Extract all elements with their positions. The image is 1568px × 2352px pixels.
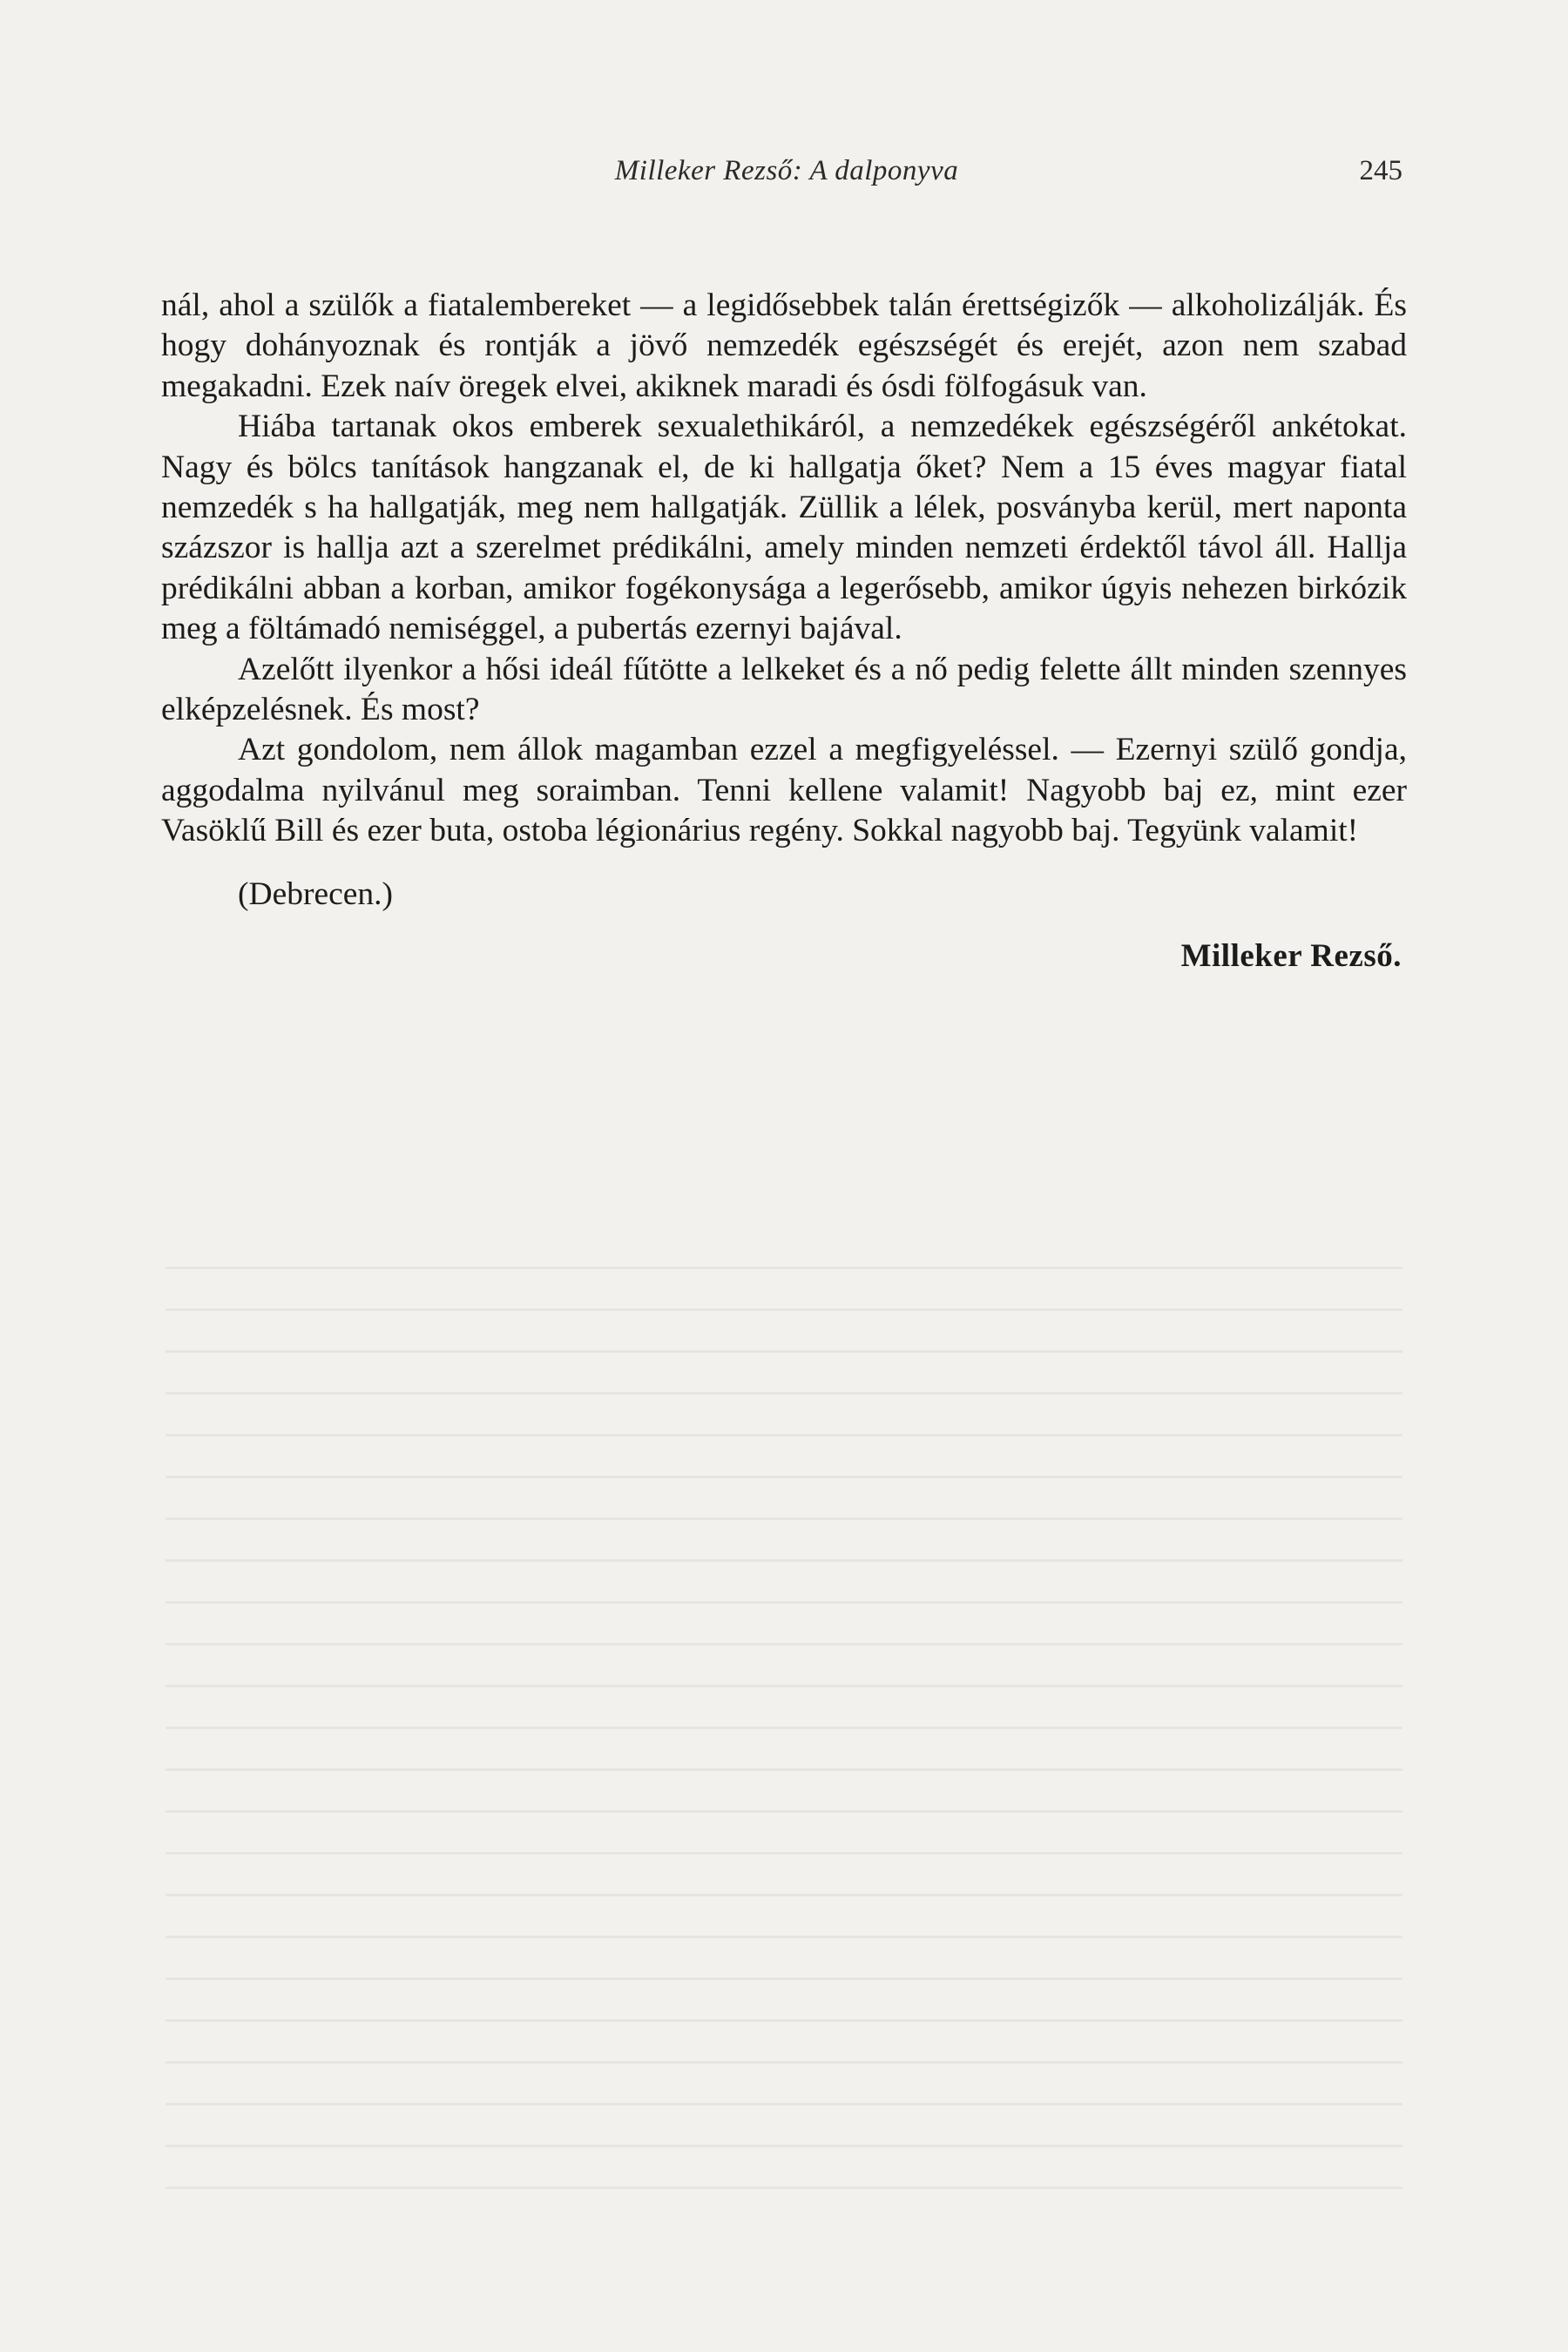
author-signature: Milleker Rezső. [1180,938,1402,975]
running-title: Milleker Rezső: A dalponyva [614,155,959,186]
article-body [161,286,1407,975]
place-note: (Debrecen.) [238,875,393,912]
paragraph: Azelőtt ilyenkor a hősi ideál fűtötte a lelkeket és a nő pedig felette állt minden szennyes elképzelésnek. És most? [161,651,1407,728]
running-header [164,155,1409,199]
paragraph: Azt gondolom, nem állok magamban ezzel a megfigyeléssel. — Ezernyi szülő gondja, aggodalma nyilvánul meg soraimban. Tenni kellene valamit! Nagyobb baj ez, mint ezer Vasöklű Bill és ezer buta, ostoba légionárius regény. Sokkal nagyobb baj. Tegyünk valamit! [161,732,1407,849]
page-number: 245 [1359,155,1402,186]
paragraph-continuation: nál, ahol a szülők a fiatalembereket — a legidősebbek talán érettségizők — alkoholizálják. És hogy dohányoznak és rontják a jövő nemzedék egészségét és erejét, azon nem szabad megakadni. Ezek naív öregek elvei, akiknek maradi és ósdi fölfogásuk van. [161,287,1407,404]
paragraph: Hiába tartanak okos emberek sexualethikáról, a nemzedékek egészségéről ankétokat. Nagy és bölcs tanítások hangzanak el, de ki hallgatja őket? Nem a 15 éves magyar fiatal nemzedék s ha hallgatják, meg nem hallgatják. Züllik a lélek, posványba kerül, mert naponta százszor is hallja azt a szerelmet prédikálni, amely minden nemzeti érdektől távol áll. Hallja prédikálni abban a korban, amikor fogékonysága a legerősebb, amikor úgyis nehezen birkózik meg a föltámadó nemiséggel, a pubertás ezernyi bajával. [161,409,1407,647]
bleed-through-texture [166,1237,1402,2195]
